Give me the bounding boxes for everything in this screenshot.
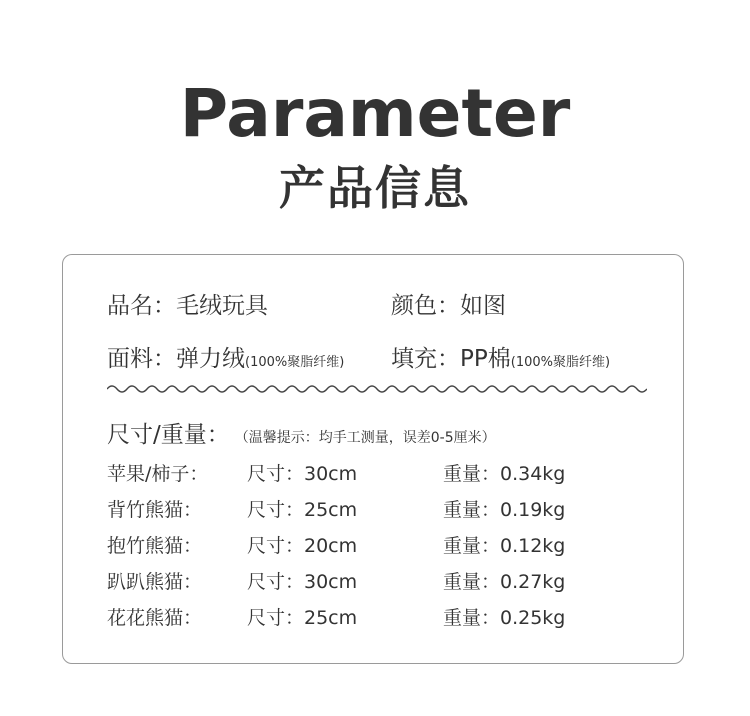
fabric-note: (100%聚脂纤维)	[245, 355, 345, 370]
product-info-card	[62, 254, 684, 664]
color-value: 如图	[460, 293, 506, 319]
size-weight-heading: 尺寸/重量：	[107, 422, 230, 448]
wavy-divider	[107, 383, 647, 395]
item-name: 花花熊猫：	[107, 607, 203, 629]
color-row	[391, 291, 506, 321]
fabric-row	[107, 344, 344, 378]
item-size: 尺寸：25cm	[247, 607, 358, 629]
item-weight: 重量：0.34kg	[443, 463, 566, 485]
item-name: 背竹熊猫：	[107, 499, 203, 521]
fill-label: 填充：	[391, 346, 460, 372]
product-name-value: 毛绒玩具	[176, 293, 268, 319]
size-weight-heading-row	[107, 420, 496, 453]
item-weight: 重量：0.12kg	[443, 535, 566, 557]
fabric-label: 面料：	[107, 346, 176, 372]
fill-note: (100%聚脂纤维)	[510, 355, 611, 370]
page-title: Parameter	[179, 75, 571, 152]
item-weight: 重量：0.25kg	[443, 607, 566, 629]
item-weight: 重量：0.19kg	[443, 499, 566, 521]
fabric-value: 弹力绒	[176, 346, 245, 372]
product-name-label: 品名：	[107, 293, 176, 319]
item-size: 尺寸：30cm	[247, 571, 358, 593]
item-size: 尺寸：30cm	[247, 463, 358, 485]
page-subtitle: 产品信息	[279, 161, 471, 215]
item-name: 抱竹熊猫：	[107, 535, 203, 557]
color-label: 颜色：	[391, 293, 460, 319]
product-name-row	[107, 291, 268, 321]
item-name: 趴趴熊猫：	[107, 571, 203, 593]
fill-value: PP棉	[460, 346, 511, 372]
item-name: 苹果/柿子：	[107, 463, 209, 485]
measurement-note: （温馨提示：均手工测量，误差0-5厘米）	[241, 430, 496, 446]
item-size: 尺寸：25cm	[247, 499, 358, 521]
fill-row	[391, 344, 610, 378]
item-weight: 重量：0.27kg	[443, 571, 566, 593]
item-size: 尺寸：20cm	[247, 535, 358, 557]
